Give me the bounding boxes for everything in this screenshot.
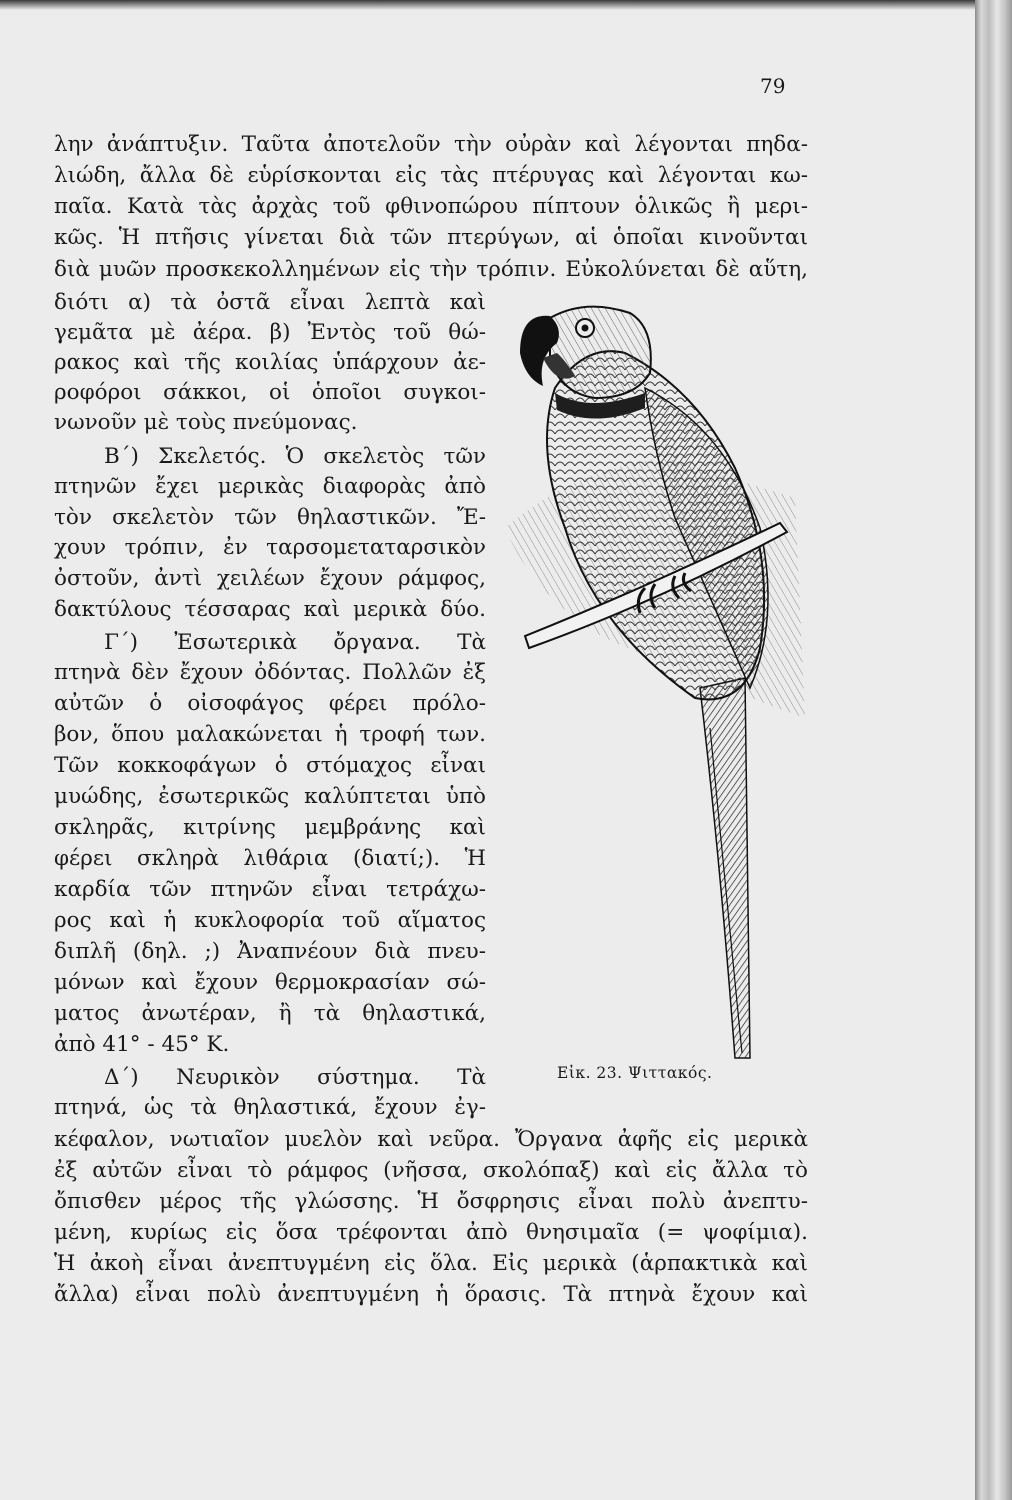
section-heading-line: Β΄) Σκελετός. Ὁ σκελετὸς τῶν <box>104 444 486 469</box>
text-line: ἀπὸ 41° - 45° Κ. <box>54 1032 230 1057</box>
page-top-shadow <box>0 0 975 10</box>
text-line: τὸν σκελετὸν τῶν θηλαστικῶν. Ἔ- <box>54 505 486 530</box>
section-heading-line: Γ΄) Ἐσωτερικὰ ὄργανα. Τὰ <box>104 630 486 655</box>
figure-caption: Εἰκ. 23. Ψιττακός. <box>557 1064 713 1082</box>
text-line: πτηνῶν ἔχει μερικὰς διαφορὰς ἀπὸ <box>54 474 486 499</box>
text-line: ὄπισθεν μέρος τῆς γλώσσης. Ἡ ὄσφρησις εἶναι πολὺ ἀνεπτυ- <box>54 1189 808 1214</box>
text-line: διότι α) τὰ ὀστᾶ εἶναι λεπτὰ καὶ <box>54 290 486 315</box>
text-line: γεμᾶτα μὲ ἀέρα. β) Ἐντὸς τοῦ θώ- <box>54 320 486 345</box>
section-heading-line: Δ΄) Νευρικὸν σύστημα. Τὰ <box>104 1065 486 1090</box>
text-line: Ἡ ἀκοὴ εἶναι ἀνεπτυγμένη εἰς ὅλα. Εἰς μερικὰ (ἁρπακτικὰ καὶ <box>54 1251 808 1276</box>
text-line: κέφαλον, νωτιαῖον μυελὸν καὶ νεῦρα. Ὄργανα ἀφῆς εἰς μερικὰ <box>54 1127 808 1152</box>
text-line: διπλῆ (δηλ. ;) Ἀναπνέουν διὰ πνευ- <box>54 939 486 964</box>
text-line: φέρει σκληρὰ λιθάρια (διατί;). Ἡ <box>54 846 486 871</box>
text-line: μόνων καὶ ἔχουν θερμοκρασίαν σώ- <box>54 970 486 995</box>
page-number: 79 <box>760 74 786 98</box>
text-line: ροφόροι σάκκοι, οἱ ὁποῖοι συγκοι- <box>54 380 486 405</box>
text-line: Τῶν κοκκοφάγων ὁ στόμαχος εἶναι <box>54 753 486 778</box>
parrot-illustration <box>495 298 815 1078</box>
text-line: δακτύλους τέσσαρας καὶ μερικὰ δύο. <box>54 597 486 622</box>
text-line: ἐξ αὐτῶν εἶναι τὸ ράμφος (νῆσσα, σκολόπαξ) καὶ εἰς ἄλλα τὸ <box>54 1158 808 1183</box>
text-line: ματος ἀνωτέραν, ἢ τὰ θηλαστικά, <box>54 1001 486 1026</box>
page-edge <box>975 0 1012 1500</box>
text-line: βον, ὅπου μαλακώνεται ἡ τροφή των. <box>54 722 486 747</box>
text-line: λην ἀνάπτυξιν. Ταῦτα ἀποτελοῦν τὴν οὐρὰν καὶ λέγονται πηδα- <box>54 132 808 157</box>
parrot-tail <box>700 678 750 1058</box>
text-line: χουν τρόπιν, ἐν ταρσομεταταρσικὸν <box>54 535 486 560</box>
text-line: ρος καὶ ἡ κυκλοφορία τοῦ αἵματος <box>54 908 486 933</box>
text-line: σκληρᾶς, κιτρίνης μεμβράνης καὶ <box>54 815 486 840</box>
text-line: ρακος καὶ τῆς κοιλίας ὑπάρχουν ἀε- <box>54 350 486 375</box>
text-line: λιώδη, ἄλλα δὲ εὑρίσκονται εἰς τὰς πτέρυγας καὶ λέγονται κω- <box>54 163 808 188</box>
text-line: κῶς. Ἡ πτῆσις γίνεται διὰ τῶν πτερύγων, αἱ ὁποῖαι κινοῦνται <box>54 225 808 250</box>
text-line: διὰ μυῶν προσκεκολλημένων εἰς τὴν τρόπιν. Εὐκολύνεται δὲ αὕτη, <box>54 257 808 282</box>
text-line: νωνοῦν μὲ τοὺς πνεύμονας. <box>54 410 358 435</box>
text-line: πτηνά, ὡς τὰ θηλαστικά, ἔχουν ἐγ- <box>54 1095 486 1120</box>
text-line: αὐτῶν ὁ οἰσοφάγος φέρει πρόλο- <box>54 691 486 716</box>
text-line: ὀστοῦν, ἀντὶ χειλέων ἔχουν ράμφος, <box>54 566 486 591</box>
text-line: παῖα. Κατὰ τὰς ἀρχὰς τοῦ φθινοπώρου πίπτουν ὁλικῶς ἢ μερι- <box>54 194 808 219</box>
text-line: ἄλλα) εἶναι πολὺ ἀνεπτυγμένη ἡ ὅρασις. Τὰ πτηνὰ ἔχουν καὶ <box>54 1282 808 1307</box>
text-line: καρδία τῶν πτηνῶν εἶναι τετράχω- <box>54 877 486 902</box>
text-line: πτηνὰ δὲν ἔχουν ὀδόντας. Πολλῶν ἐξ <box>54 660 486 685</box>
parrot-head <box>550 307 651 398</box>
text-line: μυώδης, ἐσωτερικῶς καλύπτεται ὑπὸ <box>54 784 486 809</box>
text-line: μένη, κυρίως εἰς ὅσα τρέφονται ἀπὸ θνησιμαῖα (= ψοφίμια). <box>54 1220 808 1245</box>
